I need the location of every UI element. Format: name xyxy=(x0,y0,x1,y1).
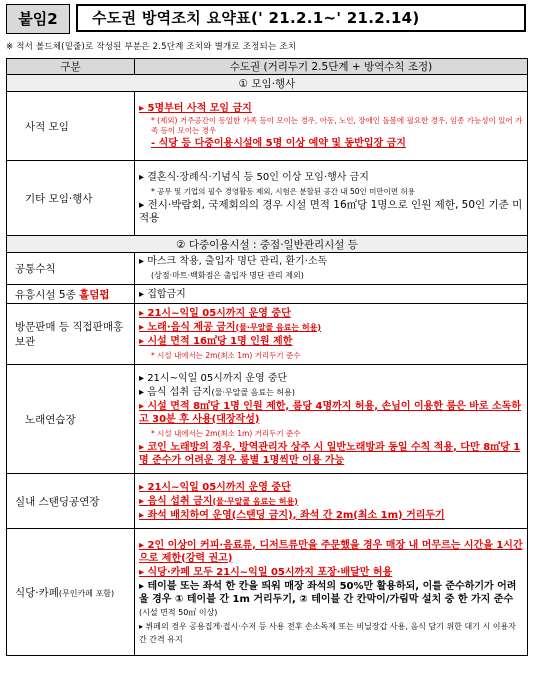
row-measures xyxy=(135,474,528,529)
table-row xyxy=(7,304,528,365)
measure-line: ▸ 21시~익일 05시까지 운영 중단 xyxy=(139,372,288,384)
row-category: 실내 스탠딩공연장 xyxy=(7,474,135,529)
document-title: 수도권 방역조치 요약표(' 21.2.1~' 21.2.14) xyxy=(76,4,526,32)
table-row xyxy=(7,161,528,236)
measure-line: ▸ 코인 노래방의 경우, 방역관리자 상주 시 일반노래방과 동일 수칙 적용, 다만 8㎡당 1명 준수가 어려운 경우 룸별 1명씩만 이용 가능 xyxy=(139,441,521,466)
measure-note: (시설 면적 50㎡ 이상) xyxy=(139,607,218,617)
row-measures xyxy=(135,304,528,365)
measure-line: ▸ 21시~익일 05시까지 운영 중단 xyxy=(139,307,291,319)
legend-note: ※ 적서 볼드체(밑줄)로 작성된 부분은 2.5단계 조치와 별개로 조정되는 조치 xyxy=(6,42,297,52)
header-measures: 수도권 (거리두기 2.5단계 + 방역수칙 조정) xyxy=(135,59,528,75)
table-row xyxy=(7,285,528,304)
section-gatherings: ① 모임·행사 xyxy=(7,75,528,92)
measure-line: ▸ 뷔페의 경우 공용집게·접시·수저 등 사용 전후 손소독제 또는 비닐장갑 사용, 음식 담기 위한 대기 시 이용자 간 간격 유지 xyxy=(139,621,516,644)
category-text: 유흥시설 5종 xyxy=(15,288,80,301)
row-measures xyxy=(135,365,528,474)
measure-note: (물·무알콜 음료는 허용) xyxy=(212,496,298,506)
table-row xyxy=(7,529,528,656)
measure-text: ▸ 테이블 또는 좌석 한 칸을 띄워 매장 좌석의 50%만 활용하되, 이를 준수하기가 어려울 경우 ① 테이블 간 1m 거리두기, ② 테이블 간 칸막이/가림막 설치 중 한 가지 준수 xyxy=(139,580,517,605)
measure-line xyxy=(139,580,523,619)
measure-footnote: * (제외) 거주공간이 동일한 가족 등이 모이는 경우, 아동, 노인, 장애인 돌봄에 필요한 경우, 임종 가능성이 있어 가족 등이 모이는 경우 xyxy=(151,116,523,135)
attachment-tag: 붙임2 xyxy=(6,4,70,34)
row-category: 기타 모임·행사 xyxy=(7,161,135,236)
category-highlight: 홀덤펍 xyxy=(79,288,110,301)
measure-line: ▸ 마스크 착용, 출입자 명단 관리, 환기·소독 xyxy=(139,256,328,267)
row-category: 방문판매 등 직접판매홍보관 xyxy=(7,304,135,365)
measure-line: ▸ 시설 면적 8㎡당 1명 인원 제한, 룸당 4명까지 허용, 손님이 이용한 룸은 바로 소독하고 30분 후 사용(대장작성) xyxy=(139,400,522,425)
measure-text: ▸ 음식 섭취 금지 xyxy=(139,386,212,398)
table-row xyxy=(7,92,528,161)
row-measures xyxy=(135,529,528,656)
measure-line: ▸ 식당·카페 모두 21시~익일 05시까지 포장·배달만 허용 xyxy=(139,566,393,578)
row-category: 공통수칙 xyxy=(7,253,135,285)
section-row xyxy=(7,75,528,92)
row-measures xyxy=(135,285,528,304)
measures-table xyxy=(6,58,528,656)
row-category xyxy=(7,529,135,656)
measure-line xyxy=(139,495,523,508)
measure-line: ▸ 시설 면적 16㎡당 1명 인원 제한 xyxy=(139,335,293,347)
table-header-row xyxy=(7,59,528,75)
category-sub: (무인카페 포함) xyxy=(58,588,115,598)
measure-line: ▸ 21시~익일 05시까지 운영 중단 xyxy=(139,481,291,493)
measure-footnote: * 시설 내에서는 2m(최소 1m) 거리두기 준수 xyxy=(151,350,301,360)
section-facilities: ② 다중이용시설 : 중점·일반관리시설 등 xyxy=(7,236,528,253)
measure-note: (물·무알콜 음료는 허용) xyxy=(235,322,322,332)
measure-line: ▸ 5명부터 사적 모임 금지 xyxy=(139,103,252,114)
measure-footnote: * 시설 내에서는 2m(최소 1m) 거리두기 준수 xyxy=(151,428,301,438)
measure-footnote: (상점·마트·백화점은 출입자 명단 관리 제외) xyxy=(151,271,304,280)
row-measures xyxy=(135,161,528,236)
measure-text: ▸ 음식 섭취 금지 xyxy=(139,495,213,507)
table-row xyxy=(7,474,528,529)
measure-line: ▸ 좌석 배치하여 운영(스탠딩 금지), 좌석 간 2m(최소 1m) 거리두기 xyxy=(139,509,445,521)
row-measures xyxy=(135,253,528,285)
measure-line: ▸ 2인 이상이 커피·음료류, 디저트류만을 주문했을 경우 매장 내 머무르는 시간을 1시간으로 제한(강력 권고) xyxy=(139,539,523,564)
measure-line: ▸ 집합금지 xyxy=(139,288,186,300)
header xyxy=(6,4,528,34)
table-row xyxy=(7,253,528,285)
category-text: 식당·카페 xyxy=(15,586,59,599)
header-category: 구분 xyxy=(7,59,135,75)
measure-note: (물·무알콜 음료는 허용) xyxy=(211,387,295,397)
measure-line: ▸ 전시·박람회, 국제회의의 경우 시설 면적 16㎡당 1명으로 인원 제한, 50인 기준 미적용 xyxy=(139,199,523,224)
row-category xyxy=(7,285,135,304)
table-row xyxy=(7,365,528,474)
measure-footnote: * 공무 및 기업의 필수 경영활동 제외, 시험은 분할된 공간 내 50인 미만이면 허용 xyxy=(151,187,416,196)
measure-line: - 식당 등 다중이용시설에 5명 이상 예약 및 동반입장 금지 xyxy=(151,138,406,149)
row-measures xyxy=(135,92,528,161)
row-category: 노래연습장 xyxy=(7,365,135,474)
measure-line: ▸ 결혼식·장례식·기념식 등 50인 이상 모임·행사 금지 xyxy=(139,172,369,183)
row-category: 사적 모임 xyxy=(7,92,135,161)
measure-line xyxy=(139,386,523,399)
section-row xyxy=(7,236,528,253)
measure-line xyxy=(139,321,523,334)
measure-text: ▸ 노래·음식 제공 금지 xyxy=(139,321,236,333)
